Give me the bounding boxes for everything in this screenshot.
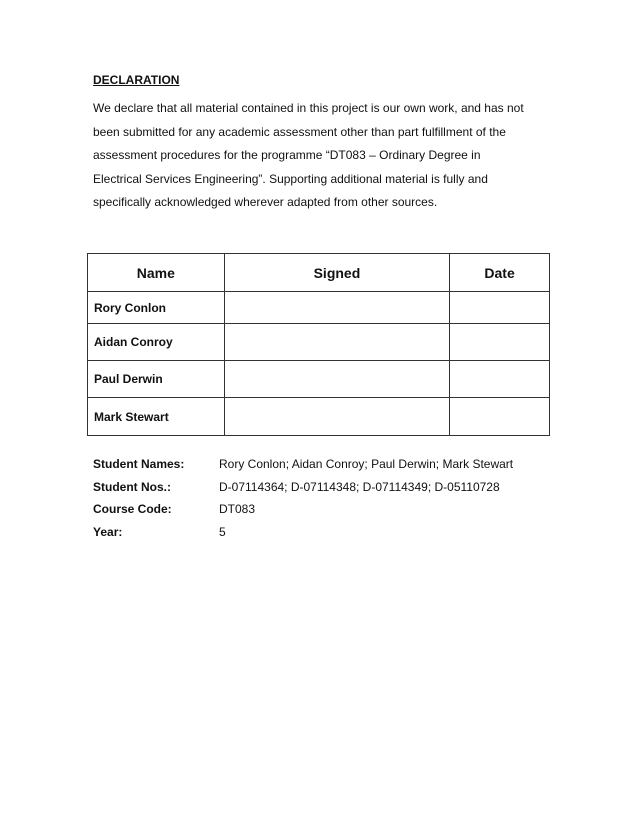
header-date: Date [450,254,550,292]
declaration-line: been submitted for any academic assessment other than part fulfillment of the [93,124,506,139]
table-row [88,324,550,361]
table-row [88,292,550,324]
header-name: Name [88,254,225,292]
date-cell [450,324,550,361]
info-label: Student Names: [93,457,185,471]
name-cell: Aidan Conroy [88,324,225,361]
name-cell: Rory Conlon [88,292,225,324]
date-cell [450,292,550,324]
info-label: Year: [93,525,123,540]
info-value: Rory Conlon; Aidan Conroy; Paul Derwin; Mark Stewart [219,457,514,471]
info-label: Student Nos.: [93,479,171,494]
name-cell: Paul Derwin [88,361,225,398]
signed-cell [224,398,449,436]
table-row [88,398,550,436]
table-row [88,361,550,398]
signed-cell [224,324,449,361]
header-signed: Signed [224,254,449,292]
declaration-line: specifically acknowledged wherever adapted from other sources. [93,195,438,209]
declaration-heading: DECLARATION [93,73,180,87]
declaration-paragraph [93,97,563,215]
signature-table [87,253,550,436]
info-value: DT083 [219,502,256,517]
signed-cell [224,292,449,324]
date-cell [450,361,550,398]
info-value: 5 [219,525,226,540]
declaration-line: Electrical Services Engineering”. Supporting additional material is fully and [93,171,488,186]
declaration-line: assessment procedures for the programme “DT083 – Ordinary Degree in [93,148,481,162]
date-cell [450,398,550,436]
info-label: Course Code: [93,502,172,517]
declaration-line: We declare that all material contained in this project is our own work, and has not [93,101,524,115]
info-value: D-07114364; D-07114348; D-07114349; D-05110728 [219,479,500,494]
name-cell: Mark Stewart [88,398,225,436]
signed-cell [224,361,449,398]
table-header-row [88,254,550,292]
